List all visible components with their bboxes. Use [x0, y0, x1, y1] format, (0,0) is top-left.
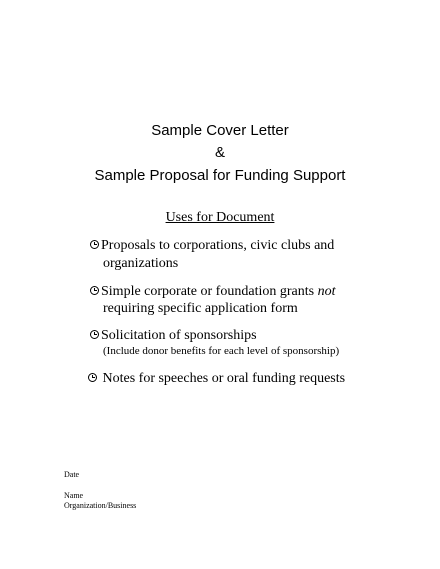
bullet-text: Notes for speeches or oral funding requests [102, 371, 346, 386]
bullet-text: Proposals to corporations, civic clubs and [101, 238, 335, 253]
bullet-item-proposals [90, 237, 334, 254]
bullet-item-speeches [88, 370, 345, 387]
title-cover-letter: Sample Cover Letter [151, 122, 289, 139]
clock-icon [90, 286, 99, 295]
bullet-item-grants [90, 283, 335, 300]
title-ampersand: & [214, 144, 225, 161]
name-label: Name [64, 491, 84, 500]
bullet-continuation: organizations [103, 256, 179, 271]
bullet-item-sponsorships [90, 327, 257, 344]
clock-icon [90, 240, 99, 249]
title-proposal: Sample Proposal for Funding Support [94, 167, 346, 184]
bullet-note: (Include donor benefits for each level of sponsorship) [103, 345, 340, 357]
clock-icon [88, 373, 97, 382]
bullet-text: Simple corporate or foundation grants [101, 284, 318, 299]
date-label: Date [64, 470, 80, 479]
section-heading [0, 209, 440, 226]
section-heading-text: Uses for Document [165, 210, 275, 225]
bullet-text: Solicitation of sponsorships [101, 328, 257, 343]
bullet-continuation: requiring specific application form [103, 301, 298, 316]
clock-icon [90, 330, 99, 339]
organization-label: Organization/Business [64, 501, 137, 510]
bullet-emphasis: not [317, 284, 336, 299]
